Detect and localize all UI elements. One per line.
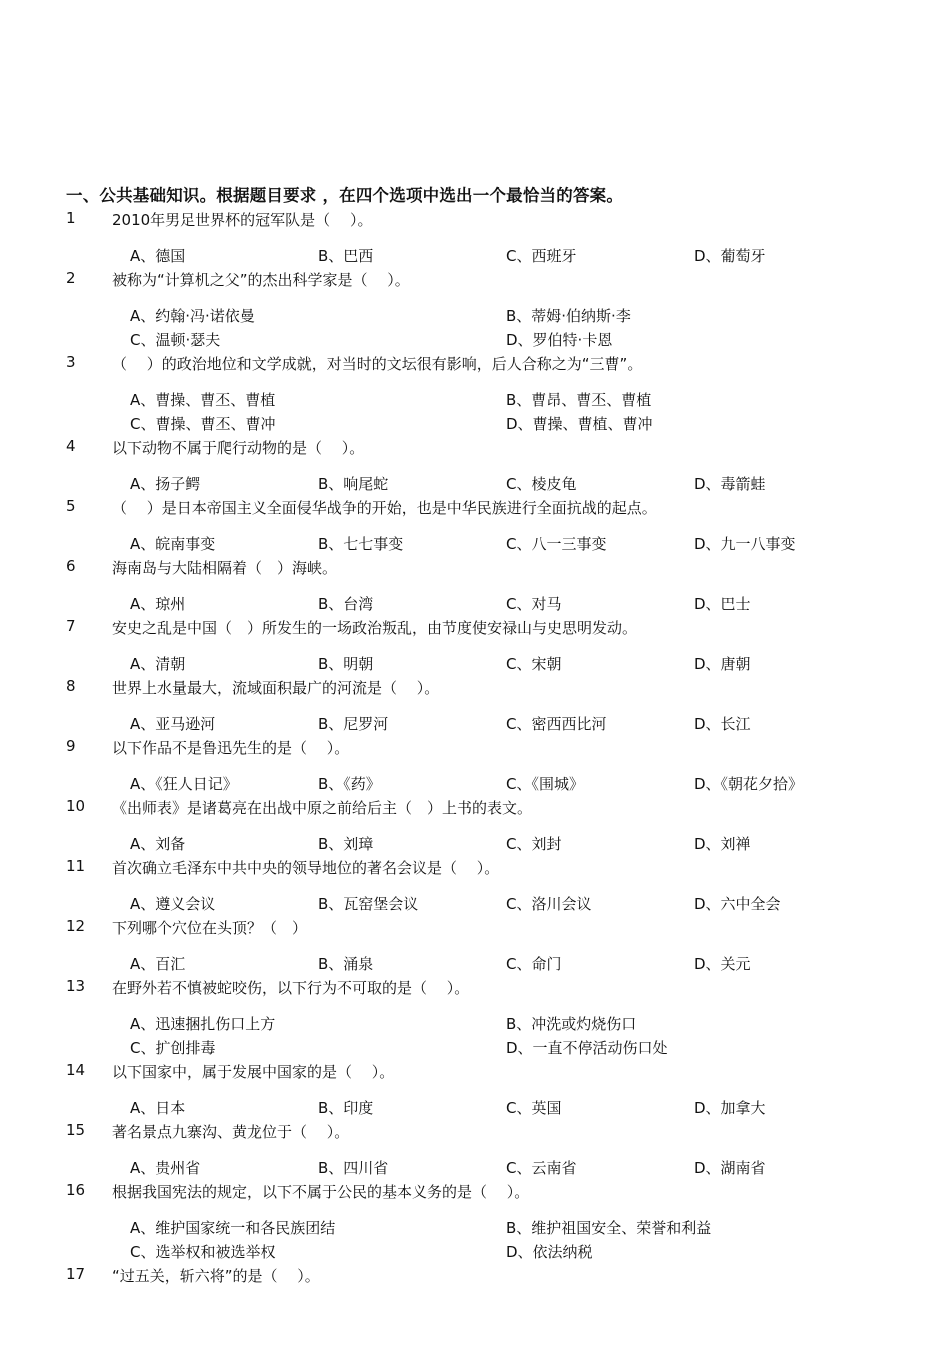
options-row xyxy=(0,471,950,495)
question-stem xyxy=(0,1179,950,1203)
option-a: A、百汇 xyxy=(130,955,186,973)
options-group xyxy=(0,471,950,495)
option-b: B、四川省 xyxy=(318,1159,389,1177)
question-stem xyxy=(0,351,950,375)
option-d: D、加拿大 xyxy=(694,1099,766,1117)
question-number: 8 xyxy=(66,677,76,695)
options-row xyxy=(0,891,950,915)
option-c: C、《围城》 xyxy=(506,775,584,793)
question-text: 安史之乱是中国（ ）所发生的一场政治叛乱，由节度使安禄山与史思明发动。 xyxy=(112,619,638,637)
options-group xyxy=(0,1011,950,1059)
options-group xyxy=(0,951,950,975)
options-group xyxy=(0,303,950,351)
question-text: 在野外若不慎被蛇咬伤，以下行为不可取的是（ ）。 xyxy=(112,979,470,997)
question-number: 3 xyxy=(66,353,76,371)
question-item xyxy=(0,975,950,1059)
question-number: 15 xyxy=(66,1121,86,1139)
question-item xyxy=(0,795,950,855)
options-group xyxy=(0,711,950,735)
option-d: D、六中全会 xyxy=(694,895,781,913)
question-number: 1 xyxy=(66,209,76,227)
section-title: 一、公共基础知识。根据题目要求 ，在四个选项中选出一个最恰当的答案。 xyxy=(66,186,624,205)
options-row xyxy=(0,243,950,267)
option-c: C、温顿·瑟夫 xyxy=(130,331,221,349)
options-row xyxy=(0,831,950,855)
question-number: 7 xyxy=(66,617,76,635)
question-number: 6 xyxy=(66,557,76,575)
option-a: A、贵州省 xyxy=(130,1159,201,1177)
question-stem xyxy=(0,855,950,879)
option-b: B、冲洗或灼烧伤口 xyxy=(506,1015,637,1033)
option-d: D、罗伯特·卡恩 xyxy=(506,331,613,349)
option-a: A、亚马逊河 xyxy=(130,715,216,733)
question-stem xyxy=(0,555,950,579)
option-a: A、琼州 xyxy=(130,595,186,613)
option-d: D、湖南省 xyxy=(694,1159,766,1177)
option-d: D、长江 xyxy=(694,715,751,733)
option-b: B、曹昂、曹丕、曹植 xyxy=(506,391,652,409)
question-item xyxy=(0,915,950,975)
options-group xyxy=(0,387,950,435)
question-item xyxy=(0,1179,950,1263)
option-d: D、一直不停活动伤口处 xyxy=(506,1039,668,1057)
question-text: 以下国家中，属于发展中国家的是（ ）。 xyxy=(112,1063,395,1081)
question-item xyxy=(0,615,950,675)
question-stem xyxy=(0,915,950,939)
option-c: C、扩创排毒 xyxy=(130,1039,216,1057)
option-a: A、曹操、曹丕、曹植 xyxy=(130,391,276,409)
option-a: A、德国 xyxy=(130,247,186,265)
option-b: B、蒂姆·伯纳斯·李 xyxy=(506,307,631,325)
question-text: 以下作品不是鲁迅先生的是（ ）。 xyxy=(112,739,350,757)
options-row xyxy=(0,1215,950,1239)
question-stem xyxy=(0,735,950,759)
question-text: 世界上水量最大，流域面积最广的河流是（ ）。 xyxy=(112,679,440,697)
option-a: A、迅速捆扎伤口上方 xyxy=(130,1015,276,1033)
option-a: A、刘备 xyxy=(130,835,186,853)
question-text: （ ）是日本帝国主义全面侵华战争的开始，也是中华民族进行全面抗战的起点。 xyxy=(112,499,657,517)
question-item xyxy=(0,267,950,351)
question-item xyxy=(0,675,950,735)
options-row xyxy=(0,951,950,975)
question-item xyxy=(0,555,950,615)
option-d: D、九一八事变 xyxy=(694,535,796,553)
question-item xyxy=(0,435,950,495)
option-b: B、巴西 xyxy=(318,247,374,265)
option-d: D、曹操、曹植、曹冲 xyxy=(506,415,653,433)
option-b: B、刘璋 xyxy=(318,835,374,853)
option-d: D、葡萄牙 xyxy=(694,247,766,265)
question-list xyxy=(0,207,950,1287)
option-a: A、遵义会议 xyxy=(130,895,216,913)
option-c: C、八一三事变 xyxy=(506,535,607,553)
option-b: B、涌泉 xyxy=(318,955,374,973)
options-group xyxy=(0,771,950,795)
options-row xyxy=(0,387,950,411)
options-group xyxy=(0,1095,950,1119)
question-number: 10 xyxy=(66,797,86,815)
options-row xyxy=(0,1239,950,1263)
options-row xyxy=(0,591,950,615)
question-stem xyxy=(0,435,950,459)
option-b: B、维护祖国安全、荣誉和利益 xyxy=(506,1219,712,1237)
question-stem xyxy=(0,795,950,819)
question-item xyxy=(0,1263,950,1287)
option-a: A、扬子鳄 xyxy=(130,475,201,493)
option-b: B、印度 xyxy=(318,1099,374,1117)
option-a: A、维护国家统一和各民族团结 xyxy=(130,1219,336,1237)
question-stem xyxy=(0,1263,950,1287)
question-text: 根据我国宪法的规定，以下不属于公民的基本义务的是（ ）。 xyxy=(112,1183,530,1201)
option-a: A、皖南事变 xyxy=(130,535,216,553)
question-text: 下列哪个穴位在头顶？（ ） xyxy=(112,919,308,937)
question-item xyxy=(0,735,950,795)
question-item xyxy=(0,207,950,267)
question-number: 9 xyxy=(66,737,76,755)
options-row xyxy=(0,531,950,555)
options-group xyxy=(0,1155,950,1179)
options-group xyxy=(0,831,950,855)
option-c: C、对马 xyxy=(506,595,562,613)
options-row xyxy=(0,771,950,795)
question-stem xyxy=(0,1059,950,1083)
options-row xyxy=(0,1095,950,1119)
question-stem xyxy=(0,267,950,291)
question-text: 被称为“计算机之父”的杰出科学家是（ ）。 xyxy=(112,271,410,289)
question-text: （ ）的政治地位和文学成就，对当时的文坛很有影响，后人合称之为“三曹”。 xyxy=(112,355,643,373)
question-text: 海南岛与大陆相隔着（ ）海峡。 xyxy=(112,559,338,577)
option-b: B、《药》 xyxy=(318,775,381,793)
option-c: C、密西西比河 xyxy=(506,715,607,733)
question-item xyxy=(0,1059,950,1119)
option-d: D、刘禅 xyxy=(694,835,751,853)
option-b: B、台湾 xyxy=(318,595,374,613)
question-text: 2010年男足世界杯的冠军队是（ ）。 xyxy=(112,211,373,229)
options-row xyxy=(0,327,950,351)
option-c: C、棱皮龟 xyxy=(506,475,577,493)
question-stem xyxy=(0,495,950,519)
question-stem xyxy=(0,1119,950,1143)
option-a: A、清朝 xyxy=(130,655,186,673)
question-text: 《出师表》是诸葛亮在出战中原之前给后主（ ）上书的表文。 xyxy=(112,799,533,817)
option-c: C、曹操、曹丕、曹冲 xyxy=(130,415,276,433)
question-text: 以下动物不属于爬行动物的是（ ）。 xyxy=(112,439,365,457)
options-row xyxy=(0,1155,950,1179)
question-item xyxy=(0,855,950,915)
option-c: C、洛川会议 xyxy=(506,895,592,913)
question-stem xyxy=(0,615,950,639)
question-text: 首次确立毛泽东中共中央的领导地位的著名会议是（ ）。 xyxy=(112,859,500,877)
question-number: 5 xyxy=(66,497,76,515)
options-group xyxy=(0,1215,950,1263)
question-number: 12 xyxy=(66,917,86,935)
options-group xyxy=(0,651,950,675)
question-text: “过五关，斩六将”的是（ ）。 xyxy=(112,1267,320,1285)
options-group xyxy=(0,531,950,555)
option-d: D、毒箭蛙 xyxy=(694,475,766,493)
option-c: C、刘封 xyxy=(506,835,562,853)
option-b: B、七七事变 xyxy=(318,535,404,553)
option-c: C、英国 xyxy=(506,1099,562,1117)
question-number: 13 xyxy=(66,977,86,995)
options-row xyxy=(0,1035,950,1059)
option-d: D、巴士 xyxy=(694,595,751,613)
question-stem xyxy=(0,207,950,231)
options-row xyxy=(0,651,950,675)
question-number: 17 xyxy=(66,1265,86,1283)
option-b: B、尼罗河 xyxy=(318,715,389,733)
question-stem xyxy=(0,975,950,999)
option-a: A、日本 xyxy=(130,1099,186,1117)
options-group xyxy=(0,591,950,615)
options-row xyxy=(0,711,950,735)
option-a: A、《狂人日记》 xyxy=(130,775,238,793)
option-d: D、唐朝 xyxy=(694,655,751,673)
option-c: C、命门 xyxy=(506,955,562,973)
option-c: C、西班牙 xyxy=(506,247,577,265)
option-b: B、响尾蛇 xyxy=(318,475,389,493)
question-number: 14 xyxy=(66,1061,86,1079)
option-d: D、依法纳税 xyxy=(506,1243,593,1261)
question-number: 2 xyxy=(66,269,76,287)
question-item xyxy=(0,351,950,435)
question-stem xyxy=(0,675,950,699)
question-number: 11 xyxy=(66,857,86,875)
options-row xyxy=(0,303,950,327)
option-c: C、选举权和被选举权 xyxy=(130,1243,276,1261)
question-number: 16 xyxy=(66,1181,86,1199)
options-group xyxy=(0,891,950,915)
option-d: D、关元 xyxy=(694,955,751,973)
question-item xyxy=(0,495,950,555)
options-row xyxy=(0,1011,950,1035)
question-number: 4 xyxy=(66,437,76,455)
option-b: B、瓦窑堡会议 xyxy=(318,895,419,913)
option-c: C、宋朝 xyxy=(506,655,562,673)
option-b: B、明朝 xyxy=(318,655,374,673)
option-c: C、云南省 xyxy=(506,1159,577,1177)
options-group xyxy=(0,243,950,267)
options-row xyxy=(0,411,950,435)
question-item xyxy=(0,1119,950,1179)
option-a: A、约翰·冯·诺依曼 xyxy=(130,307,255,325)
question-text: 著名景点九寨沟、黄龙位于（ ）。 xyxy=(112,1123,350,1141)
option-d: D、《朝花夕拾》 xyxy=(694,775,804,793)
